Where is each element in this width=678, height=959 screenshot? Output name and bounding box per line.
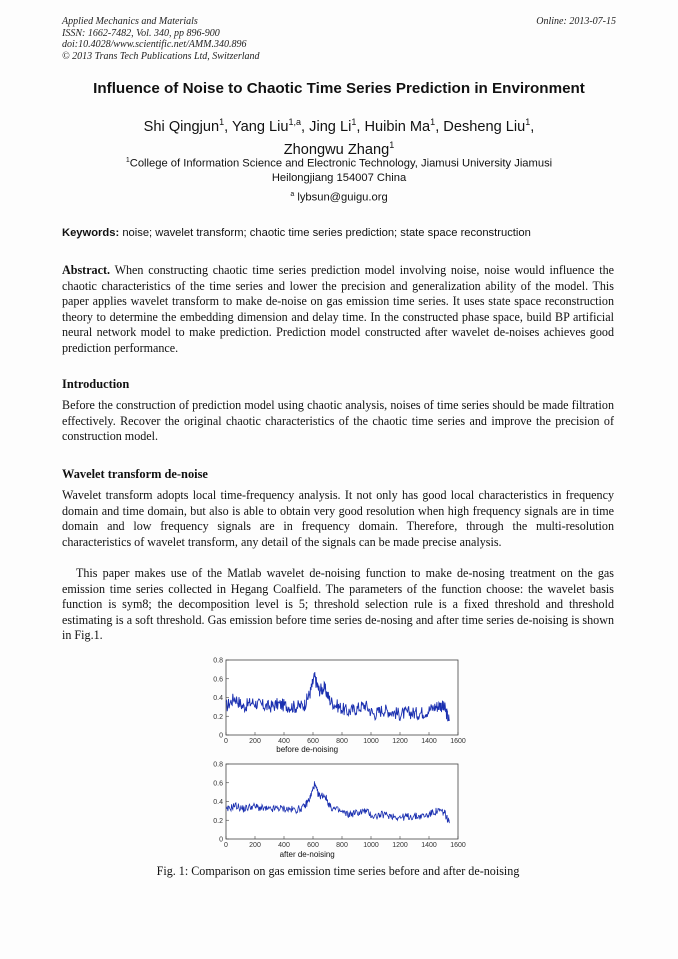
abstract-label: Abstract. [62,263,111,277]
x-tick-label: 400 [278,738,290,745]
journal-issn: ISSN: 1662-7482, Vol. 340, pp 896-900 [62,27,220,39]
author-sup: 1 [525,117,531,127]
y-tick-label: 0.8 [213,657,223,665]
keywords [62,227,622,239]
figure-caption: Fig. 1: Comparison on gas emission time series before and after de-noising [156,864,520,878]
x-tick-label: 1200 [392,738,408,745]
author-name: Desheng Liu [443,118,526,135]
y-tick-label: 0 [219,732,223,740]
x-tick-label: 800 [336,738,348,745]
y-tick-label: 0 [219,836,223,844]
wavelet-paragraph-2: This paper makes use of the Matlab wavelet de-noising function to make de-nosing treatment on the gas emission time series collected in Hegang Coalfield. The parameters of the function choose: the wavelet basis function is sym8; the decomposition level is 5; threshold selection rule is a fixed threshold and threshold estimating is a soft threshold. Gas emission before time series de-nosing and after time series de-noising is shown in Fig.1. [62,566,614,643]
author-name: Zhongwu Zhang [283,141,390,158]
email-address: lybsun@guigu.org [297,191,388,204]
author-sup: 1 [430,117,436,127]
author-name: Huibin Ma [364,118,431,135]
plot-area [226,764,458,839]
affiliation-line2: Heilongjiang 154007 China [271,172,407,185]
keywords-text: noise; wavelet transform; chaotic time series prediction; state space reconstruction [122,227,531,239]
affiliation-sup: 1 [125,157,130,164]
email-sup: a [290,191,295,198]
journal-doi: doi:10.4028/www.scientific.net/AMM.340.896 [62,39,247,50]
online-date: Online: 2013-07-15 [536,16,616,27]
x-tick-label: 1600 [450,842,466,849]
x-tick-label: 200 [249,738,261,745]
y-tick-label: 0.8 [213,761,223,769]
author-sup: 1,a [288,117,302,127]
contact-email [60,191,618,204]
y-tick-label: 0.6 [213,676,223,684]
abstract-text: When constructing chaotic time series prediction model involving noise, noise would influence the chaotic characteristics of the time series and lower the precision and generalization ability of the model. This paper applies wavelet transform to make de-noise on gas emission time series. It uses state space reconstruction theory to determine the embedding dimension and delay time. In the constructed phase space, build BP artificial neural network model to make prediction. Prediction model constructed after wavelet de-noises achieves good prediction performance. [62,263,614,355]
x-tick-label: 0 [224,738,228,745]
author-sup: 1 [219,117,225,127]
x-tick-label: 1000 [363,738,379,745]
keywords-label: Keywords: [62,227,120,239]
x-axis-label: after de-noising [279,850,335,859]
x-tick-label: 400 [278,842,290,849]
introduction-text: Before the construction of prediction model using chaotic analysis, noises of time series should be made filtration effectively. Recover the original chaotic characteristics of the chaotic time series and improve the precision of construction model. [62,398,614,444]
x-tick-label: 600 [307,842,319,849]
author-sup: 1 [389,139,395,150]
x-tick-label: 0 [224,842,228,849]
x-axis-label: before de-noising [276,745,339,754]
affiliation [60,154,618,186]
journal-copyright: © 2013 Trans Tech Publications Ltd, Switzerland [62,50,260,62]
y-tick-label: 0.4 [213,799,223,806]
journal-name: Applied Mechanics and Materials [62,16,198,27]
author-list: Shi Qingjun$^1$, Yang Liu$^{1,a}$, Jing Li$^1$, Huibin Ma$^1$, Desheng Liu$^1$, Zhongwu Zhang$^1$ [143,117,535,158]
affiliation-line1: College of Information Science and Electronic Technology, Jiamusi University Jiamusi [129,157,553,170]
wavelet-heading: Wavelet transform de-noise [62,467,208,481]
x-tick-label: 600 [307,738,319,745]
author-name: Yang Liu [232,118,289,135]
author-name: Shi Qingjun [143,118,220,135]
x-tick-label: 1200 [392,842,408,849]
y-tick-label: 0.6 [213,780,223,788]
author-sup: 1 [351,117,357,127]
author-name: Jing Li [309,118,352,135]
plot-area [226,660,458,735]
y-tick-label: 0.4 [213,695,223,702]
abstract [62,263,614,357]
figure-1-chart [205,656,487,866]
x-tick-label: 200 [249,842,261,849]
y-tick-label: 0.2 [213,817,223,825]
paper-title: Influence of Noise to Chaotic Time Series Prediction in Environment [93,80,585,97]
journal-header [62,16,260,62]
x-tick-label: 800 [336,842,348,849]
introduction-heading: Introduction [62,377,130,391]
figure-1 [205,656,487,866]
y-tick-label: 0.2 [213,713,223,721]
wavelet-paragraph-1: Wavelet transform adopts local time-frequency analysis. It not only has good local characteristics in frequency domain and time domain, but also is able to obtain very good resolution when high frequency signals are in time domain and low frequency signals are in frequency domain. Therefore, through the multi-resolution characteristics of wavelet transform, any detail of the signals can be made precise analysis. [62,488,614,549]
x-tick-label: 1400 [421,842,437,849]
x-tick-label: 1400 [421,738,437,745]
x-tick-label: 1000 [363,842,379,849]
x-tick-label: 1600 [450,738,466,745]
